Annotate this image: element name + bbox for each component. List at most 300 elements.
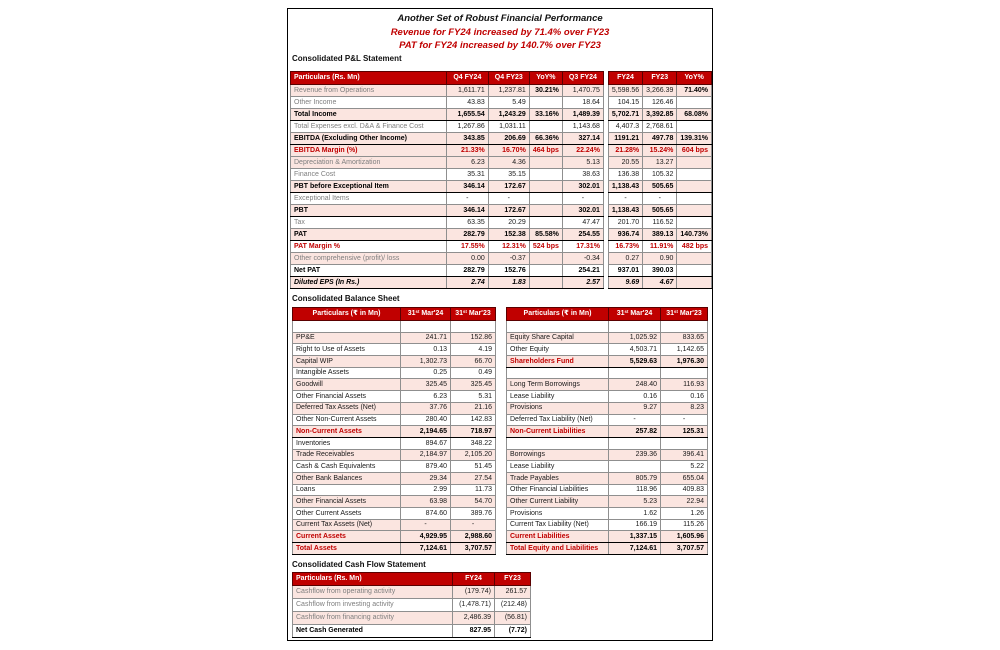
liabilities-label-cell: Current Tax Liability (Net) <box>507 519 609 531</box>
pnl-quarterly-value-cell: 22.24% <box>562 145 603 157</box>
liabilities-value-cell: 1,976.30 <box>661 356 708 368</box>
liabilities-row <box>507 496 708 508</box>
assets-label-cell: Total Assets <box>293 543 401 555</box>
pnl-annual-value-cell: 4,407.3 <box>608 121 642 133</box>
pnl-quarterly-row <box>291 133 604 145</box>
pnl-annual-value-cell: 71.40% <box>677 85 712 97</box>
pnl-annual-row <box>608 265 711 277</box>
pnl-quarterly-row <box>291 241 604 253</box>
assets-value-cell: 29.34 <box>401 472 451 484</box>
cashflow-label-cell: Cashflow from financing activity <box>293 612 453 625</box>
pnl-annual-value-cell: 68.08% <box>677 109 712 121</box>
pnl-annual-value-cell: 11.91% <box>643 241 677 253</box>
assets-value-cell: 325.45 <box>401 379 451 391</box>
liabilities-row <box>507 344 708 356</box>
liabilities-value-cell: 166.19 <box>609 519 661 531</box>
pnl-quarterly-row <box>291 277 604 289</box>
assets-row <box>293 344 496 356</box>
pnl-annual-value-cell: 3,266.39 <box>643 85 677 97</box>
assets-row <box>293 356 496 368</box>
assets-table-slot <box>292 307 496 555</box>
liabilities-value-cell <box>609 461 661 473</box>
assets-row <box>293 426 496 438</box>
pnl-annual-value-cell: 13.27 <box>643 157 677 169</box>
liabilities-row <box>507 461 708 473</box>
pnl-annual-value-cell <box>677 265 712 277</box>
pnl-annual-header-cell: FY24 <box>608 72 642 85</box>
liabilities-value-cell: 1,337.15 <box>609 531 661 543</box>
liabilities-value-cell: 833.65 <box>661 332 708 344</box>
pnl-quarterly-row <box>291 217 604 229</box>
pnl-quarterly-value-cell: 343.85 <box>446 133 488 145</box>
liabilities-row <box>507 379 708 391</box>
pnl-annual-value-cell <box>677 121 712 133</box>
cashflow-value-cell: 827.95 <box>453 625 495 638</box>
assets-header-row <box>293 308 496 321</box>
pnl-annual-value-cell: 505.65 <box>643 205 677 217</box>
pnl-annual-row <box>608 133 711 145</box>
assets-value-cell: - <box>451 519 496 531</box>
assets-row <box>293 543 496 555</box>
results-sheet <box>287 8 713 641</box>
pnl-quarterly-value-cell: 18.64 <box>562 97 603 109</box>
pnl-annual-value-cell: 105.32 <box>643 169 677 181</box>
assets-label-cell: Other Bank Balances <box>293 472 401 484</box>
assets-label-cell: Goodwill <box>293 379 401 391</box>
pnl-quarterly-value-cell: 2.57 <box>562 277 603 289</box>
cashflow-row <box>293 625 531 638</box>
liabilities-label-cell: Current Liabilities <box>507 531 609 543</box>
assets-row <box>293 437 496 449</box>
pnl-annual-value-cell: 937.01 <box>608 265 642 277</box>
pnl-quarterly-row <box>291 145 604 157</box>
assets-value-cell: 389.76 <box>451 508 496 520</box>
pnl-quarterly-label-cell: EBITDA Margin (%) <box>291 145 447 157</box>
assets-label-cell: Right to Use of Assets <box>293 344 401 356</box>
assets-label-cell <box>293 321 401 333</box>
pnl-quarterly-value-cell: 1,655.54 <box>446 109 488 121</box>
assets-label-cell: Other Non-Current Assets <box>293 414 401 426</box>
pnl-quarterly-table <box>290 71 604 289</box>
pnl-quarterly-value-cell: 464 bps <box>529 145 562 157</box>
pnl-quarterly-value-cell <box>529 217 562 229</box>
pnl-annual-value-cell: 505.65 <box>643 181 677 193</box>
pnl-annual-value-cell: 390.03 <box>643 265 677 277</box>
pnl-annual-value-cell: 497.78 <box>643 133 677 145</box>
pnl-quarterly-value-cell: 152.76 <box>488 265 529 277</box>
pnl-annual-header-row <box>608 72 711 85</box>
pnl-quarterly-value-cell: 17.55% <box>446 241 488 253</box>
liabilities-value-cell <box>609 437 661 449</box>
assets-label-cell: Non-Current Assets <box>293 426 401 438</box>
pnl-quarterly-value-cell <box>529 277 562 289</box>
liabilities-value-cell: 5.22 <box>661 461 708 473</box>
assets-value-cell: 2,988.60 <box>451 531 496 543</box>
liabilities-label-cell: Deferred Tax Liability (Net) <box>507 414 609 426</box>
pnl-quarterly-label-cell: Other comprehensive (profit)/ loss <box>291 253 447 265</box>
liabilities-header-cell: 31st Mar'24 <box>609 308 661 321</box>
assets-value-cell: 63.98 <box>401 496 451 508</box>
pnl-quarterly-value-cell: 38.63 <box>562 169 603 181</box>
liabilities-label-cell: Trade Payables <box>507 472 609 484</box>
liabilities-value-cell <box>661 367 708 379</box>
assets-value-cell: 0.13 <box>401 344 451 356</box>
balance-sheet-tables <box>292 307 708 555</box>
pnl-quarterly-row <box>291 121 604 133</box>
pnl-quarterly-label-cell: Total Expenses excl. D&A & Finance Cost <box>291 121 447 133</box>
assets-value-cell: 11.73 <box>451 484 496 496</box>
pnl-quarterly-value-cell: 302.01 <box>562 205 603 217</box>
liabilities-value-cell: 409.83 <box>661 484 708 496</box>
pnl-annual-value-cell: 3,392.85 <box>643 109 677 121</box>
pnl-quarterly-header-cell: Particulars (Rs. Mn) <box>291 72 447 85</box>
liabilities-value-cell: 396.41 <box>661 449 708 461</box>
assets-value-cell: 2.99 <box>401 484 451 496</box>
pnl-quarterly-value-cell: 35.31 <box>446 169 488 181</box>
pnl-quarterly-value-cell <box>529 181 562 193</box>
pnl-quarterly-row <box>291 97 604 109</box>
assets-row <box>293 414 496 426</box>
cashflow-table-slot <box>292 572 531 638</box>
pnl-quarterly-value-cell: 1,143.68 <box>562 121 603 133</box>
liabilities-value-cell: 1.26 <box>661 508 708 520</box>
assets-row <box>293 321 496 333</box>
assets-row <box>293 391 496 403</box>
pnl-quarterly-label-cell: Exceptional Items <box>291 193 447 205</box>
pnl-quarterly-value-cell: 1,489.39 <box>562 109 603 121</box>
cashflow-row <box>293 612 531 625</box>
pnl-annual-row <box>608 229 711 241</box>
liabilities-value-cell: 5.23 <box>609 496 661 508</box>
pnl-quarterly-value-cell: -0.34 <box>562 253 603 265</box>
liabilities-label-cell <box>507 321 609 333</box>
pnl-quarterly-label-cell: Net PAT <box>291 265 447 277</box>
pnl-quarterly-value-cell: 6.23 <box>446 157 488 169</box>
liabilities-value-cell: 125.31 <box>661 426 708 438</box>
assets-label-cell: PP&E <box>293 332 401 344</box>
liabilities-value-cell: 1,142.65 <box>661 344 708 356</box>
pnl-annual-value-cell: 389.13 <box>643 229 677 241</box>
pnl-annual-row <box>608 97 711 109</box>
pnl-quarterly-value-cell: 17.31% <box>562 241 603 253</box>
pnl-annual-value-cell: 1,138.43 <box>608 181 642 193</box>
pnl-annual-value-cell: - <box>643 193 677 205</box>
assets-label-cell: Trade Receivables <box>293 449 401 461</box>
liabilities-value-cell: - <box>609 414 661 426</box>
assets-value-cell: 0.49 <box>451 367 496 379</box>
assets-value-cell: 348.22 <box>451 437 496 449</box>
pnl-annual-value-cell: 1,138.43 <box>608 205 642 217</box>
liabilities-value-cell: 239.36 <box>609 449 661 461</box>
pnl-quarterly-value-cell: 1,470.75 <box>562 85 603 97</box>
assets-value-cell: 1,302.73 <box>401 356 451 368</box>
assets-value-cell: 3,707.57 <box>451 543 496 555</box>
headline-block <box>288 12 712 53</box>
liabilities-label-cell: Long Term Borrowings <box>507 379 609 391</box>
assets-label-cell: Intangible Assets <box>293 367 401 379</box>
liabilities-value-cell: - <box>661 414 708 426</box>
pnl-quarterly-value-cell: 346.14 <box>446 181 488 193</box>
pnl-annual-value-cell <box>677 277 712 289</box>
assets-value-cell: 2,105.20 <box>451 449 496 461</box>
assets-label-cell: Cash & Cash Equivalents <box>293 461 401 473</box>
pnl-annual-row <box>608 109 711 121</box>
liabilities-row <box>507 449 708 461</box>
cashflow-value-cell: (7.72) <box>495 625 531 638</box>
assets-label-cell: Inventories <box>293 437 401 449</box>
assets-value-cell: 5.31 <box>451 391 496 403</box>
liabilities-value-cell: 0.16 <box>661 391 708 403</box>
pnl-annual-value-cell: 20.55 <box>608 157 642 169</box>
assets-header-cell: 31st Mar'23 <box>451 308 496 321</box>
assets-row <box>293 402 496 414</box>
pnl-quarterly-label-cell: Depreciation & Amortization <box>291 157 447 169</box>
assets-value-cell: 51.45 <box>451 461 496 473</box>
pnl-annual-value-cell <box>677 157 712 169</box>
assets-value-cell: 879.40 <box>401 461 451 473</box>
pnl-quarterly-value-cell <box>529 193 562 205</box>
pnl-quarterly-header-cell: Q4 FY23 <box>488 72 529 85</box>
pnl-annual-value-cell <box>677 253 712 265</box>
pnl-quarterly-label-cell: Other Income <box>291 97 447 109</box>
pnl-quarterly-row <box>291 265 604 277</box>
pnl-quarterly-value-cell: 12.31% <box>488 241 529 253</box>
assets-row <box>293 496 496 508</box>
pnl-quarterly-label-cell: PBT before Exceptional Item <box>291 181 447 193</box>
liabilities-value-cell <box>661 437 708 449</box>
liabilities-value-cell: 655.04 <box>661 472 708 484</box>
pnl-quarterly-value-cell: 16.70% <box>488 145 529 157</box>
pnl-annual-value-cell: 1191.21 <box>608 133 642 145</box>
balance-sheet-gap <box>496 307 506 555</box>
assets-label-cell: Other Financial Assets <box>293 496 401 508</box>
pnl-quarterly-value-cell: 1,237.81 <box>488 85 529 97</box>
pnl-annual-header-cell: YoY% <box>677 72 712 85</box>
pnl-annual-row <box>608 241 711 253</box>
pnl-annual-row <box>608 85 711 97</box>
liabilities-value-cell: 8.23 <box>661 402 708 414</box>
pnl-quarterly-value-cell <box>529 121 562 133</box>
liabilities-header-cell: 31st Mar'23 <box>661 308 708 321</box>
pnl-quarterly-label-cell: Total Income <box>291 109 447 121</box>
liabilities-row <box>507 519 708 531</box>
liabilities-value-cell <box>609 367 661 379</box>
pnl-tables <box>290 71 712 289</box>
assets-row <box>293 531 496 543</box>
headline-revenue-growth: Revenue for FY24 increased by 71.4% over FY23 <box>390 26 610 38</box>
pnl-quarterly-value-cell <box>529 97 562 109</box>
pnl-quarterly-value-cell: 302.01 <box>562 181 603 193</box>
pnl-quarterly-value-cell: - <box>562 193 603 205</box>
liabilities-row <box>507 356 708 368</box>
pnl-annual-value-cell: 4.67 <box>643 277 677 289</box>
liabilities-table <box>506 307 708 555</box>
pnl-quarterly-value-cell: 21.33% <box>446 145 488 157</box>
assets-header-cell: 31st Mar'24 <box>401 308 451 321</box>
pnl-annual-value-cell: 9.69 <box>608 277 642 289</box>
liabilities-row <box>507 508 708 520</box>
liabilities-row <box>507 332 708 344</box>
liabilities-label-cell <box>507 437 609 449</box>
cashflow-table <box>292 572 531 638</box>
cashflow-label-cell: Cashflow from investing activity <box>293 599 453 612</box>
assets-row <box>293 379 496 391</box>
assets-value-cell: 2,184.97 <box>401 449 451 461</box>
pnl-annual-value-cell <box>677 169 712 181</box>
pnl-quarterly-header-cell: Q3 FY24 <box>562 72 603 85</box>
liabilities-label-cell: Provisions <box>507 508 609 520</box>
pnl-quarterly-row <box>291 85 604 97</box>
liabilities-value-cell <box>661 321 708 333</box>
pnl-annual-value-cell: 0.90 <box>643 253 677 265</box>
liabilities-value-cell: 1,025.92 <box>609 332 661 344</box>
liabilities-row <box>507 414 708 426</box>
pnl-annual-value-cell: 201.70 <box>608 217 642 229</box>
liabilities-label-cell: Borrowings <box>507 449 609 461</box>
assets-row <box>293 367 496 379</box>
pnl-annual-row <box>608 121 711 133</box>
pnl-annual-value-cell <box>677 217 712 229</box>
liabilities-label-cell: Lease Liability <box>507 461 609 473</box>
liabilities-row <box>507 543 708 555</box>
pnl-annual-value-cell: 139.31% <box>677 133 712 145</box>
pnl-quarterly-value-cell: -0.37 <box>488 253 529 265</box>
pnl-quarterly-value-cell <box>529 253 562 265</box>
liabilities-header-cell: Particulars (₹ in Mn) <box>507 308 609 321</box>
pnl-quarterly-row <box>291 205 604 217</box>
assets-label-cell: Capital WIP <box>293 356 401 368</box>
pnl-quarterly-value-cell: 1,243.29 <box>488 109 529 121</box>
cashflow-section-title: Consolidated Cash Flow Statement <box>292 560 426 569</box>
liabilities-label-cell: Shareholders Fund <box>507 356 609 368</box>
cashflow-table-wrap <box>292 572 531 638</box>
liabilities-row <box>507 321 708 333</box>
assets-value-cell: 66.70 <box>451 356 496 368</box>
liabilities-value-cell: 4,503.71 <box>609 344 661 356</box>
cashflow-row <box>293 586 531 599</box>
pnl-annual-value-cell: 21.28% <box>608 145 642 157</box>
assets-value-cell: 37.76 <box>401 402 451 414</box>
pnl-section-title: Consolidated P&L Statement <box>292 54 402 63</box>
assets-row <box>293 449 496 461</box>
assets-label-cell: Current Tax Assets (Net) <box>293 519 401 531</box>
pnl-quarterly-row <box>291 193 604 205</box>
pnl-quarterly-value-cell: 254.21 <box>562 265 603 277</box>
pnl-annual-value-cell: 104.15 <box>608 97 642 109</box>
pnl-quarterly-label-cell: PAT <box>291 229 447 241</box>
assets-row <box>293 461 496 473</box>
liabilities-value-cell: 22.94 <box>661 496 708 508</box>
assets-value-cell: 280.40 <box>401 414 451 426</box>
liabilities-value-cell: 248.40 <box>609 379 661 391</box>
pnl-annual-value-cell: 126.46 <box>643 97 677 109</box>
assets-header-cell: Particulars (₹ in Mn) <box>293 308 401 321</box>
pnl-annual-row <box>608 277 711 289</box>
assets-value-cell <box>401 321 451 333</box>
pnl-quarterly-label-cell: PAT Margin % <box>291 241 447 253</box>
assets-value-cell: 7,124.61 <box>401 543 451 555</box>
balance-sheet-section-title: Consolidated Balance Sheet <box>292 294 400 303</box>
assets-value-cell: 142.83 <box>451 414 496 426</box>
assets-value-cell: 6.23 <box>401 391 451 403</box>
assets-row <box>293 519 496 531</box>
assets-value-cell: 54.70 <box>451 496 496 508</box>
pnl-quarterly-value-cell: 1,611.71 <box>446 85 488 97</box>
pnl-annual-value-cell: 482 bps <box>677 241 712 253</box>
pnl-quarterly-value-cell <box>529 169 562 181</box>
liabilities-value-cell: 5,529.63 <box>609 356 661 368</box>
cashflow-header-cell: FY23 <box>495 573 531 586</box>
liabilities-label-cell: Total Equity and Liabilities <box>507 543 609 555</box>
assets-label-cell: Loans <box>293 484 401 496</box>
pnl-quarterly-row <box>291 181 604 193</box>
liabilities-value-cell: 116.93 <box>661 379 708 391</box>
cashflow-header-cell: Particulars (Rs. Mn) <box>293 573 453 586</box>
liabilities-value-cell: 3,707.57 <box>661 543 708 555</box>
pnl-quarterly-value-cell: 85.58% <box>529 229 562 241</box>
pnl-annual-value-cell: 936.74 <box>608 229 642 241</box>
pnl-annual-row <box>608 169 711 181</box>
assets-value-cell: 718.97 <box>451 426 496 438</box>
liabilities-row <box>507 426 708 438</box>
pnl-quarterly-value-cell: 152.38 <box>488 229 529 241</box>
cashflow-value-cell: (56.81) <box>495 612 531 625</box>
pnl-quarterly-row <box>291 229 604 241</box>
pnl-quarterly-value-cell: 43.83 <box>446 97 488 109</box>
pnl-quarterly-label-cell: Revenue from Operations <box>291 85 447 97</box>
pnl-quarterly-value-cell: 282.79 <box>446 265 488 277</box>
assets-row <box>293 484 496 496</box>
liabilities-value-cell <box>609 321 661 333</box>
assets-table <box>292 307 496 555</box>
liabilities-row <box>507 531 708 543</box>
liabilities-value-cell: 805.79 <box>609 472 661 484</box>
pnl-annual-value-cell <box>677 205 712 217</box>
pnl-annual-row <box>608 157 711 169</box>
liabilities-value-cell: 1.62 <box>609 508 661 520</box>
pnl-quarterly-value-cell: 206.69 <box>488 133 529 145</box>
pnl-quarterly-value-cell: - <box>446 193 488 205</box>
liabilities-value-cell: 118.96 <box>609 484 661 496</box>
liabilities-row <box>507 367 708 379</box>
pnl-quarterly-value-cell: 346.14 <box>446 205 488 217</box>
assets-label-cell: Current Assets <box>293 531 401 543</box>
liabilities-label-cell: Provisions <box>507 402 609 414</box>
pnl-quarterly-value-cell: 172.67 <box>488 205 529 217</box>
pnl-quarterly-table-slot <box>290 71 604 289</box>
cashflow-value-cell: 2,486.39 <box>453 612 495 625</box>
pnl-annual-row <box>608 145 711 157</box>
pnl-quarterly-value-cell: 5.13 <box>562 157 603 169</box>
pnl-quarterly-header-row <box>291 72 604 85</box>
pnl-annual-value-cell: 5,702.71 <box>608 109 642 121</box>
pnl-quarterly-value-cell: 20.29 <box>488 217 529 229</box>
assets-value-cell: 4.19 <box>451 344 496 356</box>
pnl-quarterly-label-cell: Tax <box>291 217 447 229</box>
headline-performance: Another Set of Robust Financial Performance <box>397 13 603 24</box>
assets-value-cell: 0.25 <box>401 367 451 379</box>
liabilities-label-cell: Non-Current Liabilities <box>507 426 609 438</box>
assets-value-cell <box>451 321 496 333</box>
assets-value-cell: 2,194.65 <box>401 426 451 438</box>
pnl-quarterly-value-cell: 1.83 <box>488 277 529 289</box>
assets-value-cell: 21.16 <box>451 402 496 414</box>
assets-value-cell: 152.86 <box>451 332 496 344</box>
liabilities-table-slot <box>506 307 708 555</box>
pnl-quarterly-label-cell: Finance Cost <box>291 169 447 181</box>
assets-row <box>293 332 496 344</box>
liabilities-label-cell: Other Equity <box>507 344 609 356</box>
